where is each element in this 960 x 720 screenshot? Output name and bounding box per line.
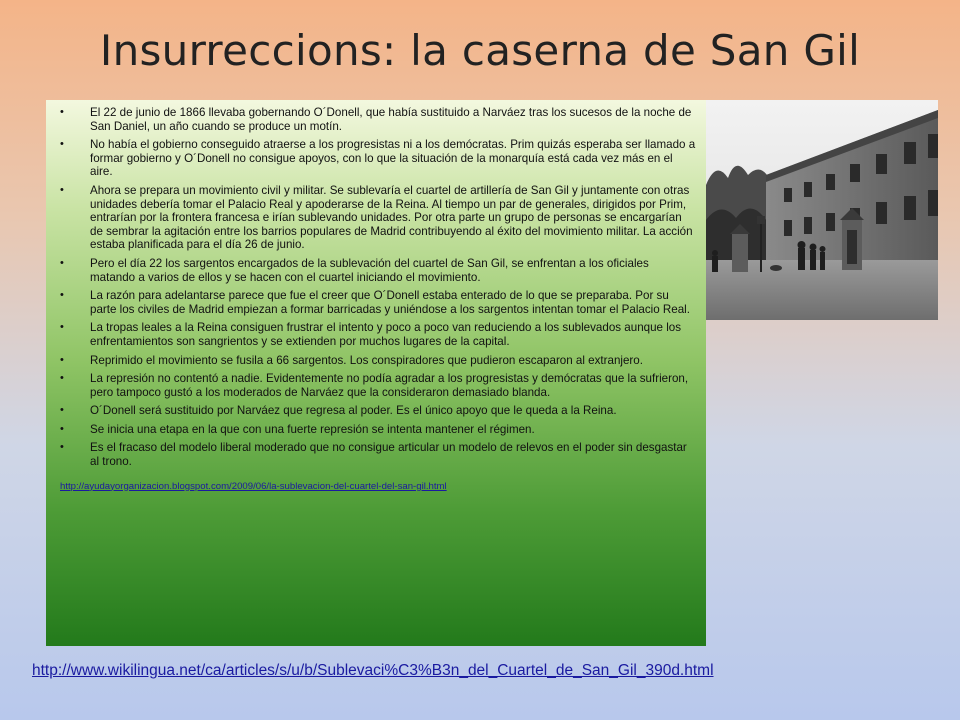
bullet-item: • La tropas leales a la Reina consiguen frustrar el intento y poco a poco van reduciendo a los sublevados aunque los enfrentamientos son sangrientos y se extienden por muchos lugares de la capital. <box>58 321 696 348</box>
san-gil-barracks-photo <box>706 100 938 320</box>
slide-title: Insurreccions: la caserna de San Gil <box>99 26 861 75</box>
bullet-item: • La razón para adelantarse parece que fue el creer que O´Donell estaba enterado de lo que se preparaba. Por su parte los civiles de Madrid empiezan a formar barricadas y uniéndose a los sargentos intentan tomar el Palacio Real. <box>58 289 696 316</box>
bullet-item: • Se inicia una etapa en la que con una fuerte represión se intenta mantener el régimen. <box>58 423 696 437</box>
bullet-item: • El 22 de junio de 1866 llevaba gobernando O´Donell, que había sustituido a Narváez tras los sucesos de la noche de San Daniel, un año cuando se produce un motín. <box>58 106 696 133</box>
source-link[interactable]: http://ayudayorganizacion.blogspot.com/2009/06/la-sublevacion-del-cuartel-del-san-gil.html <box>60 480 447 492</box>
bullet-item: • O´Donell será sustituido por Narváez que regresa al poder. Es el único apoyo que le queda a la Reina. <box>58 404 696 418</box>
bullet-list <box>58 106 696 469</box>
content-box <box>46 100 706 646</box>
bullet-item: • Es el fracaso del modelo liberal moderado que no consigue articular un modelo de relevos en el poder sin desgastar al trono. <box>58 441 696 468</box>
bullet-item: • Reprimido el movimiento se fusila a 66 sargentos. Los conspiradores que pudieron escaparon al extranjero. <box>58 354 696 368</box>
wikilingua-link[interactable]: http://www.wikilingua.net/ca/articles/s/u/b/Sublevaci%C3%B3n_del_Cuartel_de_San_Gil_390d.html <box>32 662 714 679</box>
bullet-item: • Ahora se prepara un movimiento civil y militar. Se sublevaría el cuartel de artillería de San Gil y juntamente con otras unidades debería tomar el Palacio Real y apoderarse de la Reina. Al tiempo un par de generales, dirigidos por Prim, entrarían por la frontera francesa e irían sublevando unidades. Por otra parte un grupo de personas se encargarían de sembrar la agitación entre los barrios populares de Madrid contribuyendo al éxito del movimiento militar. La acción estaba planificada para el día 26 de junio. <box>58 184 696 252</box>
bullet-item: • No había el gobierno conseguido atraerse a los progresistas ni a los demócratas. Prim quizás esperaba ser llamado a formar gobierno y O´Donell no consigue apoyos, con lo que la situación de la monarquía está cada vez más en el aire. <box>58 138 696 179</box>
bullet-item: • La represión no contentó a nadie. Evidentemente no podía agradar a los progresistas y demócratas que la sufrieron, pero tampoco gustó a los moderados de Narváez que la consideraron demasiado blanda. <box>58 372 696 399</box>
bullet-item: • Pero el día 22 los sargentos encargados de la sublevación del cuartel de San Gil, se enfrentan a los oficiales matando a varios de ellos y se hacen con el cuartel iniciando el movimiento. <box>58 257 696 284</box>
